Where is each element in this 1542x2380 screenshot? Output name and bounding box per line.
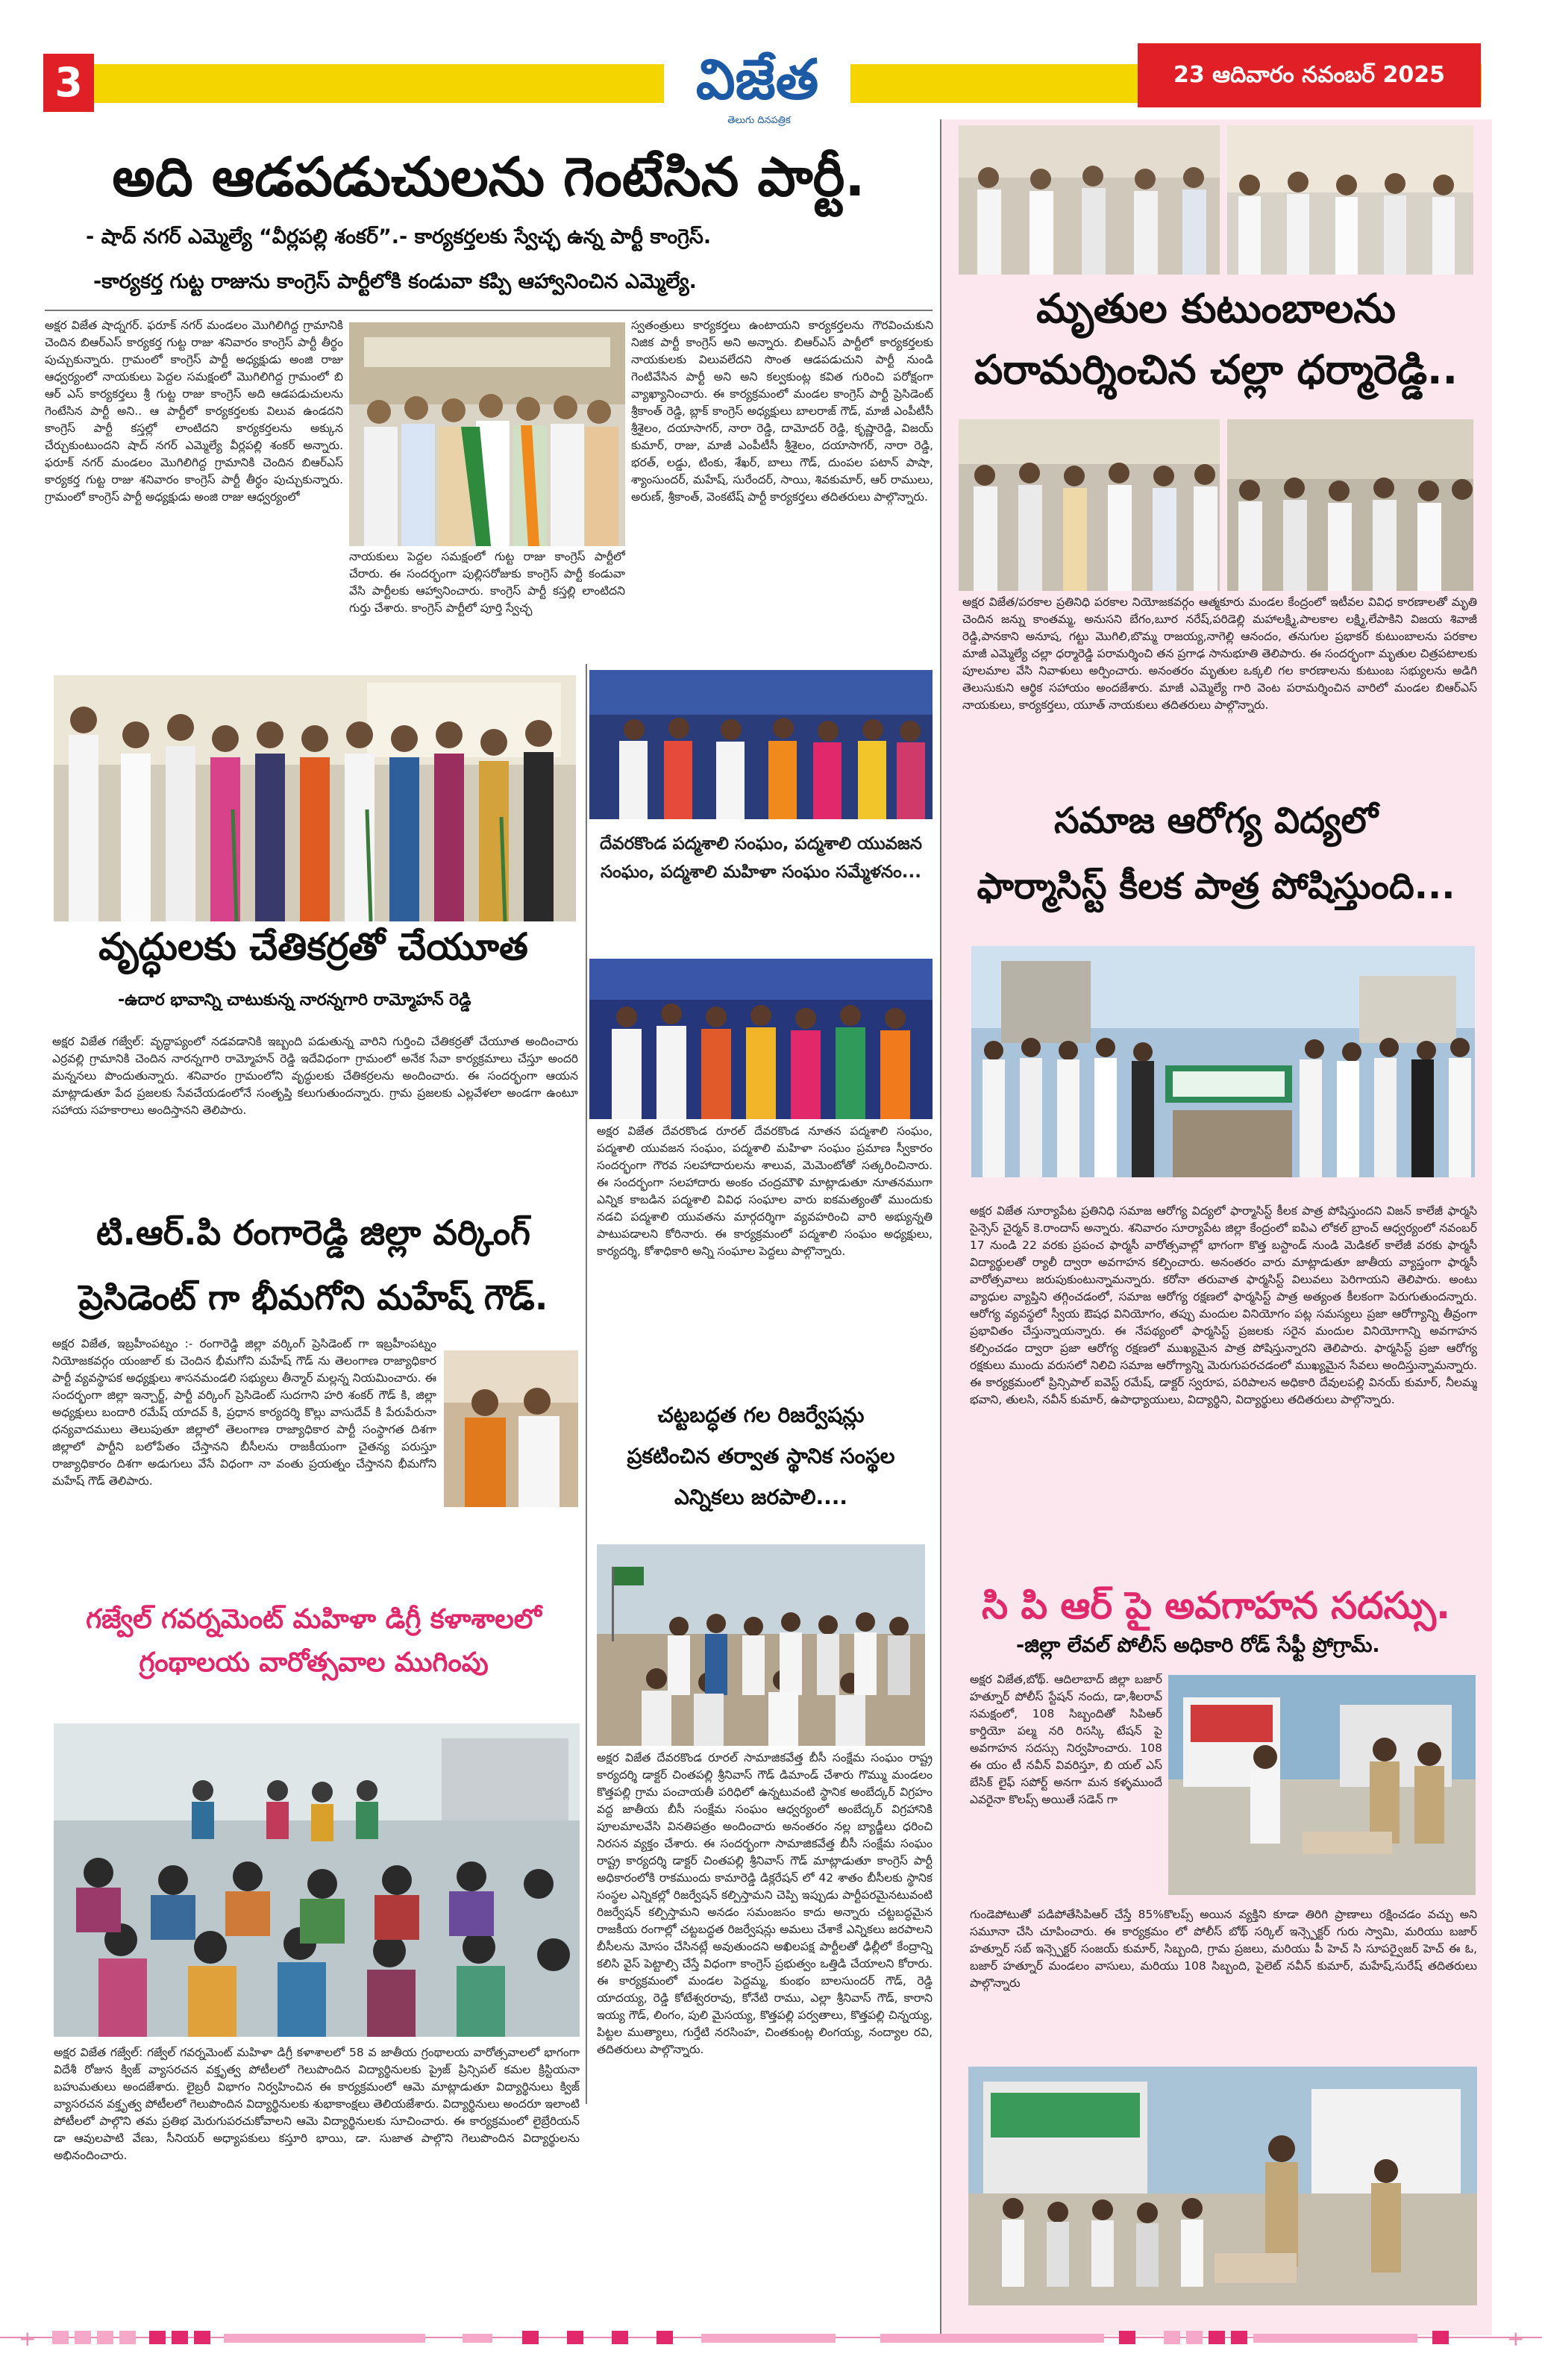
elderly-body: అక్షర విజేత గజ్వేల్: వృద్ధాప్యంలో నడవడానికి ఇబ్బంది పడుతున్న వారిని గుర్తించి చేతికర్రతో చేయూత అందించారు ఎర్రవల్లి గ్రామానికి చెందిన నారన్నగారి రామ్మోహన్ రెడ్డి ఇదేవిధంగా గ్రామంలో అనేక సేవా కార్యక్రమాలు చేస్తూ అందరి మన్ననలు పొందుతున్నారు. శనివారం గ్రామంలోని వృద్ధులకు చేతికర్రలను అందించారు. ఈ సందర్భంగా ఆయన మాట్లాడుతూ పేద ప్రజలకు సేవచేయడంలోనే సంతృప్తి కలుగుతుందన్నారు. గ్రామ ప్రజలకు ఎల్లవేళలా అండగా ఉంటూ సహాయ సహకారాలు అందిస్తానని తెలిపారు. bbox=[52, 1035, 578, 1117]
cpr-photo-1 bbox=[1168, 1675, 1476, 1895]
cpr-body-wide: గుండెపోటుతో పడిపోతేసిపిఆర్ చేస్తే 85%కొలప్స్ అయిన వ్యక్తిని కూడా తిరిగి ప్రాణాలు రక్షించడం వచ్చు అని సమూనా చేసి చూపించారు. ఈ కార్యక్రమం లో పోలీస్ బోథ్ సర్కిల్ ఇన్స్పెక్టర్ గురు స్వామి, మరియు బజార్ హత్నూర్ సబ్ ఇన్స్పెక్టర్ సంజయ్ కుమార్, సిబ్బంది, గ్రామ ప్రజలు, మరియు పీ హెచ్ సి సూపర్వైజర్ హెచ్ ఈ ఓ, బజార్ హత్నూర్ మండలం వాసులు, మరియు 108 సిబ్బంది, పైలెట్ నవీన్ కుమార్, మహేష్,సురేష్ తదితరులు పాల్గొన్నారు bbox=[970, 1908, 1477, 1990]
story1-photo-continuation: నాయకులు పెద్దల సమక్షంలో గుట్ట రాజు కాంగ్రెస్ పార్టీలో చేరారు. ఈ సందర్భంగా పుల్లిసరోజుకు కాంగ్రెస్ పార్టీ కండువా వేసి పార్టీలకు ఆహ్వానించారు. కాంగ్రెస్ పార్టీ కస్తల్లి లాంటిదని గుర్తు చేశారు. కాంగ్రెస్ పార్టీలో పూర్తి స్వేచ్ఛ bbox=[349, 550, 625, 615]
cpr-subheadline: -జిల్లా లేవల్ పోలీస్ అధికారి రోడ్ సేఫ్టీ ప్రోగ్రామ్. bbox=[1016, 1634, 1380, 1657]
trp-headline-line1: టి.ఆర్.పి రంగారెడ్డి జిల్లా వర్కింగ్ bbox=[96, 1212, 530, 1253]
dharma-photo-3 bbox=[959, 419, 1220, 591]
pharmacist-headline-line1: సమాజ ఆరోగ్య విద్యలో bbox=[1053, 800, 1379, 842]
padmashali-photo-2 bbox=[589, 959, 933, 1119]
elderly-photo bbox=[54, 675, 576, 921]
dharma-body: అక్షర విజేత/పరకాల ప్రతినిధి పరకాల నియోజకవర్గం ఆత్మకూరు మండల కేంద్రంలో ఇటీవల వివిధ కారణాలతో మృతి చెందిన జన్ను కాంతమ్మ, అనుసని బేగం,బూర నరేష్,పరిడెల్లి మహాలక్ష్మి,పాలకాల లక్ష్మి,లేపాకిని విజయ శివాజీ రెడ్డి,పానకాని అనూష, గట్టు మొగిలి,బొమ్మ రాజయ్య,నాగెల్లి ఆనందం, తనుగుల ప్రభాకర్ కుటుంబాలను పరకాల మాజీ ఎమ్మెల్యే చల్లా ధర్మారెడ్డి పరామర్శించి తన ప్రగాఢ సానుభూతి తెలిపారు. ఈ సందర్భంగా మృతుల చిత్రపటాలకు పూలమాల వేసి నివాళులు అర్పించారు. అనంతరం మృతుల ఒక్కలి గల కారణాలను కుటుంబ సభ్యులను అడిగి తెలుసుకుని ఆర్థిక సహాయం అందజేశారు. మాజీ ఎమ్మెల్యే గారి వెంట పరామర్శించిన వారిలో మండల బిఆర్ఎస్ నాయకులు, కార్యకర్తలు, యూత్ నాయకులు తదితరులు పాల్గొన్నారు. bbox=[962, 595, 1477, 712]
trp-body: అక్షర విజేత, ఇబ్రహీంపట్నం :- రంగారెడ్డి జిల్లా వర్కింగ్ ప్రెసిడెంట్ గా ఇబ్రహీంపట్నం నియోజకవర్గం యంజాల్ కు చెందిన భీమగోని మహేష్ గౌడ్ ను తెలంగాణ రాజ్యాధికార పార్టీ వ్యవస్థాపక అధ్యక్షులు శాసనమండలి సభ్యులు తీన్మార్ మల్లన్న నియమించారు. ఈ సందర్భంగా జిల్లా ఇన్చార్జ్, పార్టీ వర్కింగ్ ప్రెసిడెంట్ సుదగాని హరి శంకర్ గౌడ్ కి, జిల్లా అధ్యక్షులు బందారి రమేష్ యాదవ్ కి, ప్రధాన కార్యదర్శి కొల్లు వాసుదేవ్ కి పేరుపేరునా ధన్యవాదములు తెలుపుతూ జిల్లాలో తెలంగాణ రాజ్యాధికార పార్టీ సంస్థాగత దిశగా జిల్లాలో పార్టీని బలోపేతం చేస్తానని బీసీలను రాజకీయంగా చైతన్య పరుస్తూ రాజ్యాధికారం దిశగా అడుగులు వేసే విధంగా నా వంతు ప్రయత్నం చేస్తానని భీమగోని మహేష్ గౌడ్ తెలిపారు. bbox=[52, 1337, 436, 1488]
column-divider bbox=[586, 664, 587, 2104]
dharma-photo-2 bbox=[1227, 125, 1473, 275]
election-headline-line3: ఎన్నికలు జరపాలి.... bbox=[674, 1485, 848, 1509]
dharma-headline-line2: పరామర్శించిన చల్లా ధర్మారెడ్డి.. bbox=[974, 346, 1458, 393]
logo-tagline: తెలుగు దినపత్రిక bbox=[727, 115, 791, 126]
padmashali-body: అక్షర విజేత దేవరకొండ రూరల్ దేవరకొండ నూతన పద్మశాలి సంఘం, పద్మశాలి యువజన సంఘం, పద్మశాలి మహిళా సంఘం ప్రమాణ స్వీకారం సందర్భంగా గౌరవ సలహాదారులను శాలువ, మెమెంటోతో సత్కరించినారు. ఈ సందర్భంగా సలహాదారు అంకం చంద్రమౌళి మాట్లాడుతూ నూతనముగా ఎన్నిక కాబడిన పద్మశాలి వివిధ సంఘాల వారు ఐకమత్యంతో ముందుకు నడచి పద్మశాలి యువతను మార్గదర్శిగా వ్యవహరించి వారి అభ్యున్నతి పాటుపడాలని కోరినారు. ఈ కార్యక్రమంలో పద్మశాలి సంఘం అధ్యక్షులు, కార్యదర్శి, కోశాధికారి అన్ని సంఘాల పెద్దలు పాల్గొన్నారు. bbox=[597, 1124, 933, 1258]
crop-mark-icon: + bbox=[19, 2326, 37, 2351]
library-photo bbox=[54, 1723, 580, 2037]
pharmacist-headline-line2: ఫార్మాసిస్ట్ కీలక పాత్ర పోషిస్తుంది... bbox=[977, 865, 1455, 907]
story1-subheadline-2: -కార్యకర్త గుట్ట రాజును కాంగ్రెస్ పార్టీలోకి కండువా కప్పి ఆహ్వానించిన ఎమ్మెల్యే. bbox=[93, 270, 697, 293]
elderly-subheadline: -ఉదార భావాన్ని చాటుకున్న నారన్నగారి రామ్మోహన్ రెడ్డి bbox=[118, 991, 471, 1009]
padmashali-photo-1 bbox=[589, 670, 933, 819]
election-body: అక్షర విజేత దేవరకొండ రూరల్ సామాజికవేత్త బీసీ సంక్షేమ సంఘం రాష్ట్ర కార్యదర్శి డాక్టర్ చింతపల్లి శ్రీనివాస్ గౌడ్ డిమాండ్ చేశారు గొమ్ము మండలం కొత్తపల్లి గ్రామ పంచాయతీ పరిధిలో ఉన్నటువంటి స్థానిక అంబేద్కర్ విగ్రహం వద్ద జాతీయ బీసీ సంక్షేమ సంఘం ఆధ్వర్యంలో అంబేద్కర్ విగ్రహానికి పూలమాలవేసి వినతిపత్రం అందించారు అనంతరం నల్ల బ్యాడ్జీలు ధరించి నిరసన వ్యక్తం చేశారు. ఈ సందర్భంగా సామాజికవేత్త బీసీ సంక్షేమ సంఘం రాష్ట్ర కార్యదర్శి డాక్టర్ చింతపల్లి శ్రీనివాస్ గౌడ్ మాట్లాడుతూ కాంగ్రెస్ పార్టీ అధికారంలోకి రాకముందు కామారెడ్డి డిక్లరేషన్ లో 42 శాతం బీసీలకు స్థానిక సంస్థల ఎన్నికల్లో రిజర్వేషన్ కల్పిస్తామని చెప్పి ఇప్పుడు పార్టీపరమైనటువంటి రిజర్వేషన్ కల్పిస్తామని అనడం సమంజసం కాదు అన్నారు చట్టబద్ధమైన రాజకీయ రంగాల్లో చట్టబద్ధత రిజర్వేషన్లు అమలు చేశాకే ఎన్నికలు జరపాలని బీసీలను మోసం చేసినట్లే అవుతుందని అఖిలపక్ష పార్టీలతో ఢిల్లీలో కేంద్రాన్ని కలిసి వైస్ పెట్టాల్సి చేస్తే విధంగా కాంగ్రెస్ ప్రభుత్వం ఒత్తిడి చేయాలని కోరారు. ఈ కార్యక్రమంలో మండల పెద్దమ్మ, కుంభం బాలసుందర్ గౌడ్, రెడ్డి యాదయ్య, రెడ్డి కోటేశ్వరరావు, కోనేటి రాము, ఎల్లా శ్రీనివాస్ గౌడ్, కారాని ఇయ్య గౌడ్, లింగం, పులి మైసయ్య, కొత్తపల్లి పర్వతాలు, కొత్తపల్లి చిన్నయ్య, పిట్టల ముత్యాలు, గుర్తేటి నరసింహ, చింతకుంట్ల లింగయ్య, నంద్యాల రవి, తదితరులు పాల్గొన్నారు. bbox=[597, 1751, 933, 2056]
dharma-headline-line1: మృతుల కుటుంబాలను bbox=[1036, 285, 1396, 332]
cpr-photo-2 bbox=[968, 2067, 1477, 2305]
trp-headline-line2: ప్రెసిడెంట్ గా భీమగోని మహేష్ గౌడ్. bbox=[78, 1277, 548, 1318]
election-headline-line2: ప్రకటించిన తర్వాత స్థానిక సంస్థల bbox=[627, 1444, 895, 1468]
library-body: అక్షర విజేత గజ్వేల్: గజ్వేల్ గవర్నమెంట్ మహిళా డిగ్రీ కళాశాలలో 58 వ జాతీయ గ్రంథాలయ వారోత్సవాలలో భాగంగా విదేశీ రోజున క్విజ్ వ్యాసరచన వక్తృత్వ పోటీలలో గెలుపొందిన విద్యార్థినులకు ప్రైజ్ ప్రిన్సిపల్ కమల క్రిస్టియనా బహుమతులు అందజేశారు. లైబ్రరీ విభాగం నిర్వహించిన ఈ కార్యక్రమంలో ఆమె మాట్లాడుతూ విద్యార్థినులు క్విజ్ వ్యాసరచన వక్తృత్వ పోటీలలో గెలుపొందిన విద్యార్థినులకు శుభాకాంక్షలు తెలియజేశారు. విద్యార్థినులు అందరూ ఇలాంటి పోటీలలో పాల్గొని తమ ప్రతిభ మెరుగుపరచుకోవాలని ఆమె విద్యార్థినులకు సూచించారు. ఈ కార్యక్రమంలో లైబ్రేరియన్ డా ఆవులపాటి వేణు, సీనియర్ అధ్యాపకులు కస్తూరి భాయి, డా. సుజాత పాల్గొని గెలుపొందిన విద్యార్థులను అభినందించారు. bbox=[54, 2046, 580, 2162]
padmashali-caption: దేవరకొండ పద్మశాలి సంఘం, పద్మశాలి యువజన సంఘం, పద్మశాలి మహిళా సంఘం సమ్మేళనం... bbox=[600, 834, 922, 882]
story1-subheadline: - షాద్ నగర్ ఎమ్మెల్యే “వీర్లపల్లి శంకర్”.- కార్యకర్తలకు స్వేచ్ఛ ఉన్న పార్టీ కాంగ్రెస్. bbox=[86, 225, 712, 248]
story1-headline: అది ఆడపడుచులను గెంటేసిన పార్టీ. bbox=[112, 145, 865, 208]
cpr-headline: సి పి ఆర్ పై అవగాహన సదస్సు. bbox=[982, 1584, 1450, 1627]
story1-body-col2: స్వతంత్రులు కార్యకర్తలు ఉంటాయని కార్యకర్తలను గౌరవించుకుని నిజిక పార్టీ కాంగ్రెస్ అని అన్నారు. బిఆర్ఎస్ పార్టీలో కార్యకర్తలకు నాయకులకు విలువలేదని సొంత ఆడపడుచుని పార్టీ నుండి గెంటివేసిన పార్టీ అని అని కల్వకుంట్ల కవిత గురించి పరోక్షంగా వ్యాఖ్యానించారు. ఈ కార్యక్రమంలో మండల కాంగ్రెస్ పార్టీ ప్రెసిడెంట్ శ్రీకాంత్ రెడ్డి, బ్లాక్ కాంగ్రెస్ అధ్యక్షులు బాలరాజ్ గౌడ్, మాజీ ఎంపీటీసీ శ్రీశైలం, దయాసాగర్, నారా రెడ్డి, దామోదర్ రెడ్డి, కృష్ణారెడ్డి, విజయ్ కుమార్, రాజు, మాజీ ఎంపీటీసీ శ్రీశైలం, దయాసాగర్, నారా రెడ్డి, భరత్, లడ్డు, టింకు, శేఖర్, బాలు గౌడ్, దుంపల పటాన్ పాషా, శ్యాంసుందర్, మహేష్, సురేందర్, సాయి, శివకుమార్, ఆర్ రాములు, అరుణ్, శ్రీకాంత్, వెంకటేష్ పార్టీ కార్యకర్తలు తదితరులు పాల్గొన్నారు. bbox=[631, 319, 933, 504]
footer-color-bar bbox=[45, 2331, 1499, 2344]
newspaper-logo: విజేత bbox=[695, 48, 819, 112]
page-number: 3 bbox=[43, 54, 94, 112]
dharma-photo-4 bbox=[1227, 419, 1473, 591]
column-divider bbox=[940, 119, 941, 2335]
library-headline-line1: గజ్వేల్ గవర్నమెంట్ మహిళా డిగ్రీ కళాశాలలో bbox=[86, 1604, 542, 1635]
story1-photo bbox=[349, 322, 625, 546]
pharmacist-body: అక్షర విజేత సూర్యాపేట ప్రతినిధి సమాజ ఆరోగ్య విద్యలో ఫార్మాసిస్ట్ కీలక పాత్ర పోషిస్తుందని విజన్ కాలేజీ ఫార్మసి సైన్సెస్ చైర్మన్ కె.రాందాస్ అన్నారు. శనివారం సూర్యాపేట జిల్లా కేంద్రంలో ఐపిఎ లోకల్ బ్రాంచ్ ఆధ్వర్యంలో నవంబర్ 17 నుండి 22 వరకు ప్రపంచ ఫార్మసీ వారోత్సవాల్లో భాగంగా కొత్త బస్టాండ్ నుండి మెడికల్ కాలేజీ వరకు ఫార్మసీ విద్యార్థులతో ర్యాలీ ద్వారా అవగాహన కల్పించారు. అనంతరం వారు మాట్లాడుతూ జాతీయ వ్యాప్తంగా ఫార్మసీ వారోత్సవాలు జరుపుకుంటున్నామన్నారు. కరోనా తరువాత ఫార్మసిస్ట్ విలువలు పెరిగాయని తెలిపారు. అంటు వ్యాధుల వ్యాప్తిని తగ్గించడంలో, సమాజ ఆరోగ్య రక్షణలో ఫార్మసిస్ట్ పాత్ర అత్యంత కీలకంగా పెరుగుతుందన్నారు. ఆరోగ్య వ్యవస్థలో స్వీయ ఔషధ వినియోగం, తప్పు మందుల వినియోగం పట్ల సమస్యలు ప్రజా ఆరోగ్యాన్ని తీవ్రంగా ప్రభావితం చేస్తున్నాయన్నారు. ఈ నేపథ్యంలో ఫార్మసిస్ట్ ప్రజలకు సరైన మందుల వినియోగాన్ని అవగాహన కల్పించడం ద్వారా ప్రజా ఆరోగ్య రక్షణలో ముఖ్యమైన పాత్ర పోషిస్తున్నారని తెలిపారు. ఫార్మసిస్ట్ ప్రజా ఆరోగ్య రక్షకులు ముందు వరుసలో నిలిచి సమాజ ఆరోగ్యాన్ని మెరుగుపరచడంలో ముఖ్యమైన సేవలు అందిస్తున్నామన్నారు. ఈ కార్యక్రమంలో ప్రిన్సిపాల్ ఐవెస్ట్ రమేష్, డాక్టర్ స్వరూప, పరిపాలన అధికారి దేవులపల్లి వినయ్ కుమార్, నీలమ్మ భవాని, తులసి, నవీన్ కుమార్, ఉపాధ్యాయులు, విద్యార్థిని, విద్యార్థులు తదితరులు పాల్గొన్నారు. bbox=[970, 1204, 1477, 1406]
election-headline-line1: చట్టబద్ధత గల రిజర్వేషన్లు bbox=[657, 1403, 865, 1427]
trp-photo bbox=[444, 1350, 578, 1507]
pharmacist-photo bbox=[971, 946, 1475, 1177]
library-headline-line2: గ్రంథాలయ వారోత్సవాల ముగింపు bbox=[139, 1647, 489, 1678]
divider bbox=[45, 310, 933, 311]
issue-date: 23 ఆదివారం నవంబర్ 2025 bbox=[1138, 43, 1481, 107]
crop-mark-icon: + bbox=[1507, 2326, 1525, 2351]
story1-body-col1: అక్షర విజేత షాద్నగర్. ఫరూక్ నగర్ మండలం మొగిలిగిద్ద గ్రామానికి చెందిన బిఆర్ఎస్ కార్యకర్త గుట్ట రాజు శనివారం కాంగ్రెస్ పార్టీ తీర్థం పుచ్చుకున్నారు. గ్రామంలో కాంగ్రెస్ పార్టీ అధ్యక్షుడు అంజి రాజు ఆధ్వర్యంలో నాయకులు పెద్దల సమక్షంలో మొగిలిగిద్ద గ్రామంలో బి ఆర్ ఎస్ కార్యకర్తలు శ్రీ గుట్ట రాజు కాంగ్రెస్ అది ఆడపడుచులను గెంటేసిన పార్టీ అని.. ఆ పార్టీలో కార్యకర్తలకు విలువ ఉండదని కాంగ్రెస్ పార్టీ కస్తల్లో లాంటిదని కార్యకర్తలను అక్కున చేర్చుకుంటుందని షాద్ నగర్ ఎమ్మెల్యే వీర్లపల్లి శంకర్ అన్నారు. ఫరూక్ నగర్ మండలం మొగిలిగిద్ద గ్రామానికి చెందిన బిఆర్ఎస్ కార్యకర్త గుట్ట రాజు శనివారం కాంగ్రెస్ పార్టీ తీర్థం పుచ్చుకున్నారు. గ్రామంలో కాంగ్రెస్ పార్టీ అధ్యక్షుడు అంజి రాజు ఆధ్వర్యంలో bbox=[45, 319, 343, 504]
dharma-photo-1 bbox=[959, 125, 1220, 275]
election-photo bbox=[597, 1544, 925, 1746]
elderly-headline: వృద్ధులకు చేతికర్రతో చేయూత bbox=[98, 925, 528, 968]
cpr-body-narrow: అక్షర విజేత,బోథ్. ఆదిలాబాద్ జిల్లా బజార్ హత్నూర్ పోలీస్ స్టేషన్ నందు, డా,శీలరావ్ సమక్షంలో, 108 సిబ్బందితో సిపిఆర్ కార్డియో పల్మ నరి రిసస్కి టేషన్ పై అవగాహన సదస్సు నిర్వహించారు. 108 ఈ యం టీ నవీన్ వివరిస్తూ, బి యల్ ఎస్ బేసిక్ లైఫ్ సపోర్ట్ అనగా మన కళ్ళముందే ఎవరైనా కొలప్స్ అయితే సడెన్ గా bbox=[970, 1673, 1162, 1806]
